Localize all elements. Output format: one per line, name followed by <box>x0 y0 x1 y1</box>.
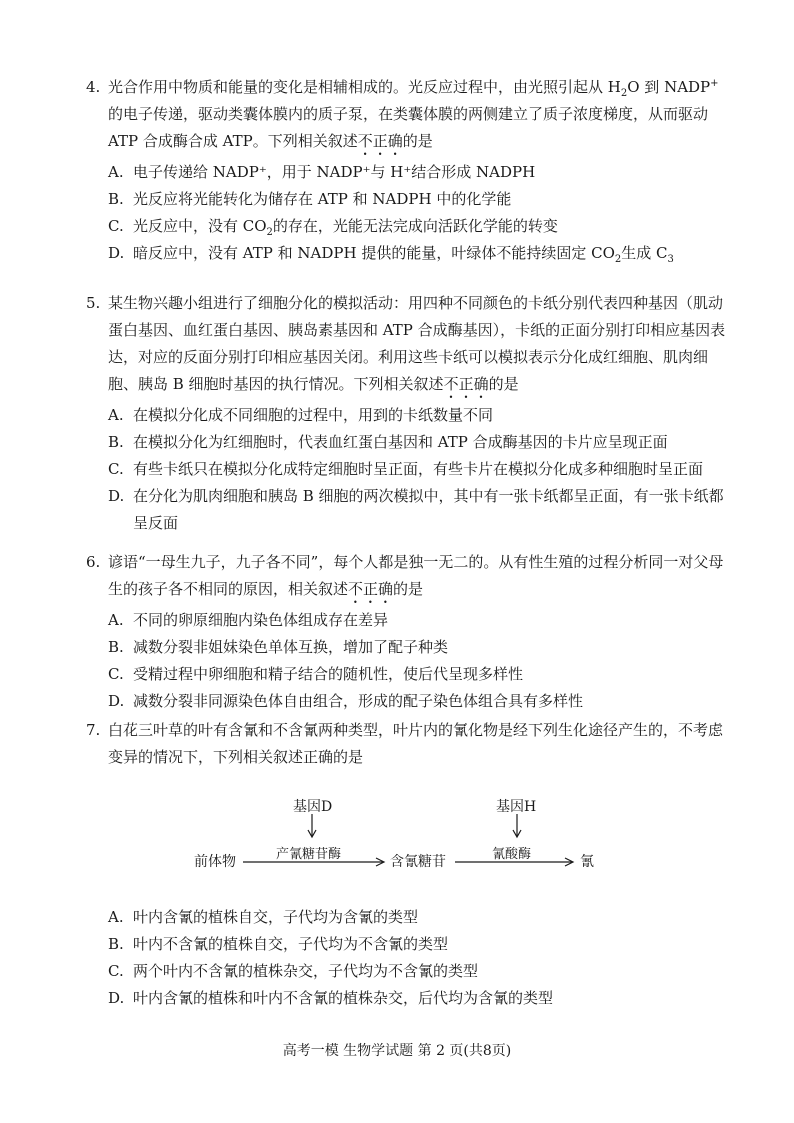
biochemical-pathway-diagram <box>190 792 610 882</box>
option-b[interactable]: B. 在模拟分化为红细胞时，代表血红蛋白基因和 ATP 合成酶基因的卡片应呈现正面 <box>108 433 668 451</box>
question-7-stem: 7. 白花三叶草的叶有含氰和不含氰两种类型，叶片内的氰化物是经下列生化途径产生的，不考虑变异的情况下，下列相关叙述正确的是 <box>86 717 726 771</box>
option-d[interactable]: D. 在分化为肌肉细胞和胰岛 B 细胞的两次模拟中，其中有一张卡纸都呈正面，有一张卡纸都呈反面 <box>108 487 724 532</box>
gene-d-label: 基因D <box>293 799 333 815</box>
option-a[interactable]: A. 在模拟分化成不同细胞的过程中，用到的卡纸数量不同 <box>108 406 494 424</box>
question-5-stem: 5. 某生物兴趣小组进行了细胞分化的模拟活动：用四种不同颜色的卡纸分别代表四种基因（肌动蛋白基因、血红蛋白基因、胰岛素基因和 ATP 合成酶基因），卡纸的正面分别打印相应基因表达，对应的反面分别打印相应基因关闭。利用这些卡纸可以模拟表示分化成红细胞、肌肉细胞、胰岛 B 细胞时基因的执行情况。下列相关叙述不正确的是 <box>86 290 726 402</box>
question-number: 5. <box>86 294 101 312</box>
option-a[interactable]: A. 叶内含氰的植株自交，子代均为含氰的类型 <box>108 908 419 926</box>
question-6-stem: 6. 谚语“一母生九子，九子各不同”，每个人都是独一无二的。从有性生殖的过程分析同一对父母生的孩子各不相同的原因，相关叙述不正确的是 <box>86 549 726 607</box>
option-d[interactable]: D. 暗反应中，没有 ATP 和 NADPH 提供的能量，叶绿体不能持续固定 $CO_2$生成 $C_3$ <box>108 244 674 265</box>
option-d[interactable]: D. 减数分裂非同源染色体自由组合，形成的配子染色体组合具有多样性 <box>108 692 584 710</box>
intermediate-label: 含氰糖苷 <box>390 854 446 870</box>
emphasis-text: 不正确 <box>348 580 394 598</box>
question-number: 4. <box>86 78 101 96</box>
emphasis-text: 不正确 <box>443 375 489 393</box>
enzyme-1-label: 产氰糖苷酶 <box>276 847 342 862</box>
question-4 <box>86 74 726 267</box>
option-b[interactable]: B. 叶内不含氰的植株自交，子代均为不含氰的类型 <box>108 935 449 953</box>
option-c[interactable]: C. 受精过程中卵细胞和精子结合的随机性，使后代呈现多样性 <box>108 665 524 683</box>
option-b[interactable]: B. 光反应将光能转化为储存在 ATP 和 NADPH 中的化学能 <box>108 190 512 208</box>
question-7-options <box>86 904 726 1012</box>
emphasis-text: 不正确 <box>357 132 403 150</box>
question-5 <box>86 290 726 537</box>
enzyme-2-label: 氰酸酶 <box>492 847 532 862</box>
precursor-label: 前体物 <box>194 854 236 870</box>
product-label: 氰 <box>580 854 594 870</box>
option-c[interactable]: C. 光反应中，没有 $CO_2$的存在，光能无法完成向活跃化学能的转变 <box>108 217 558 238</box>
option-c[interactable]: C. 两个叶内不含氰的植株杂交，子代均为不含氰的类型 <box>108 962 479 980</box>
option-a[interactable]: A. 不同的卵原细胞内染色体组成存在差异 <box>108 611 389 629</box>
question-number: 7. <box>86 721 101 739</box>
question-4-stem: 4. 光合作用中物质和能量的变化是相辅相成的。光反应过程中，由光照引起从 $H_2O$ 到 NADP+ 的电子传递，驱动类囊体膜内的质子泵，在类囊体膜的两侧建立了质子浓度梯度，从而驱动ATP 合成酶合成 ATP。下列相关叙述不正确的是 <box>86 74 726 159</box>
option-b[interactable]: B. 减数分裂非姐妹染色单体互换，增加了配子种类 <box>108 638 449 656</box>
gene-h-label: 基因H <box>496 799 537 815</box>
question-6 <box>86 549 726 715</box>
option-c[interactable]: C. 有些卡纸只在模拟分化成特定细胞时呈正面，有些卡片在模拟分化成多种细胞时呈正面 <box>108 460 704 478</box>
question-7 <box>86 717 726 771</box>
option-d[interactable]: D. 叶内含氰的植株和叶内不含氰的植株杂交，后代均为含氰的类型 <box>108 989 554 1007</box>
option-a[interactable]: A. 电子传递给 NADP⁺，用于 NADP⁺与 H⁺结合形成 NADPH <box>108 163 536 181</box>
question-number: 6. <box>86 553 101 571</box>
page-footer: 高考一模 生物学试题 第 2 页(共8页) <box>282 1043 512 1059</box>
